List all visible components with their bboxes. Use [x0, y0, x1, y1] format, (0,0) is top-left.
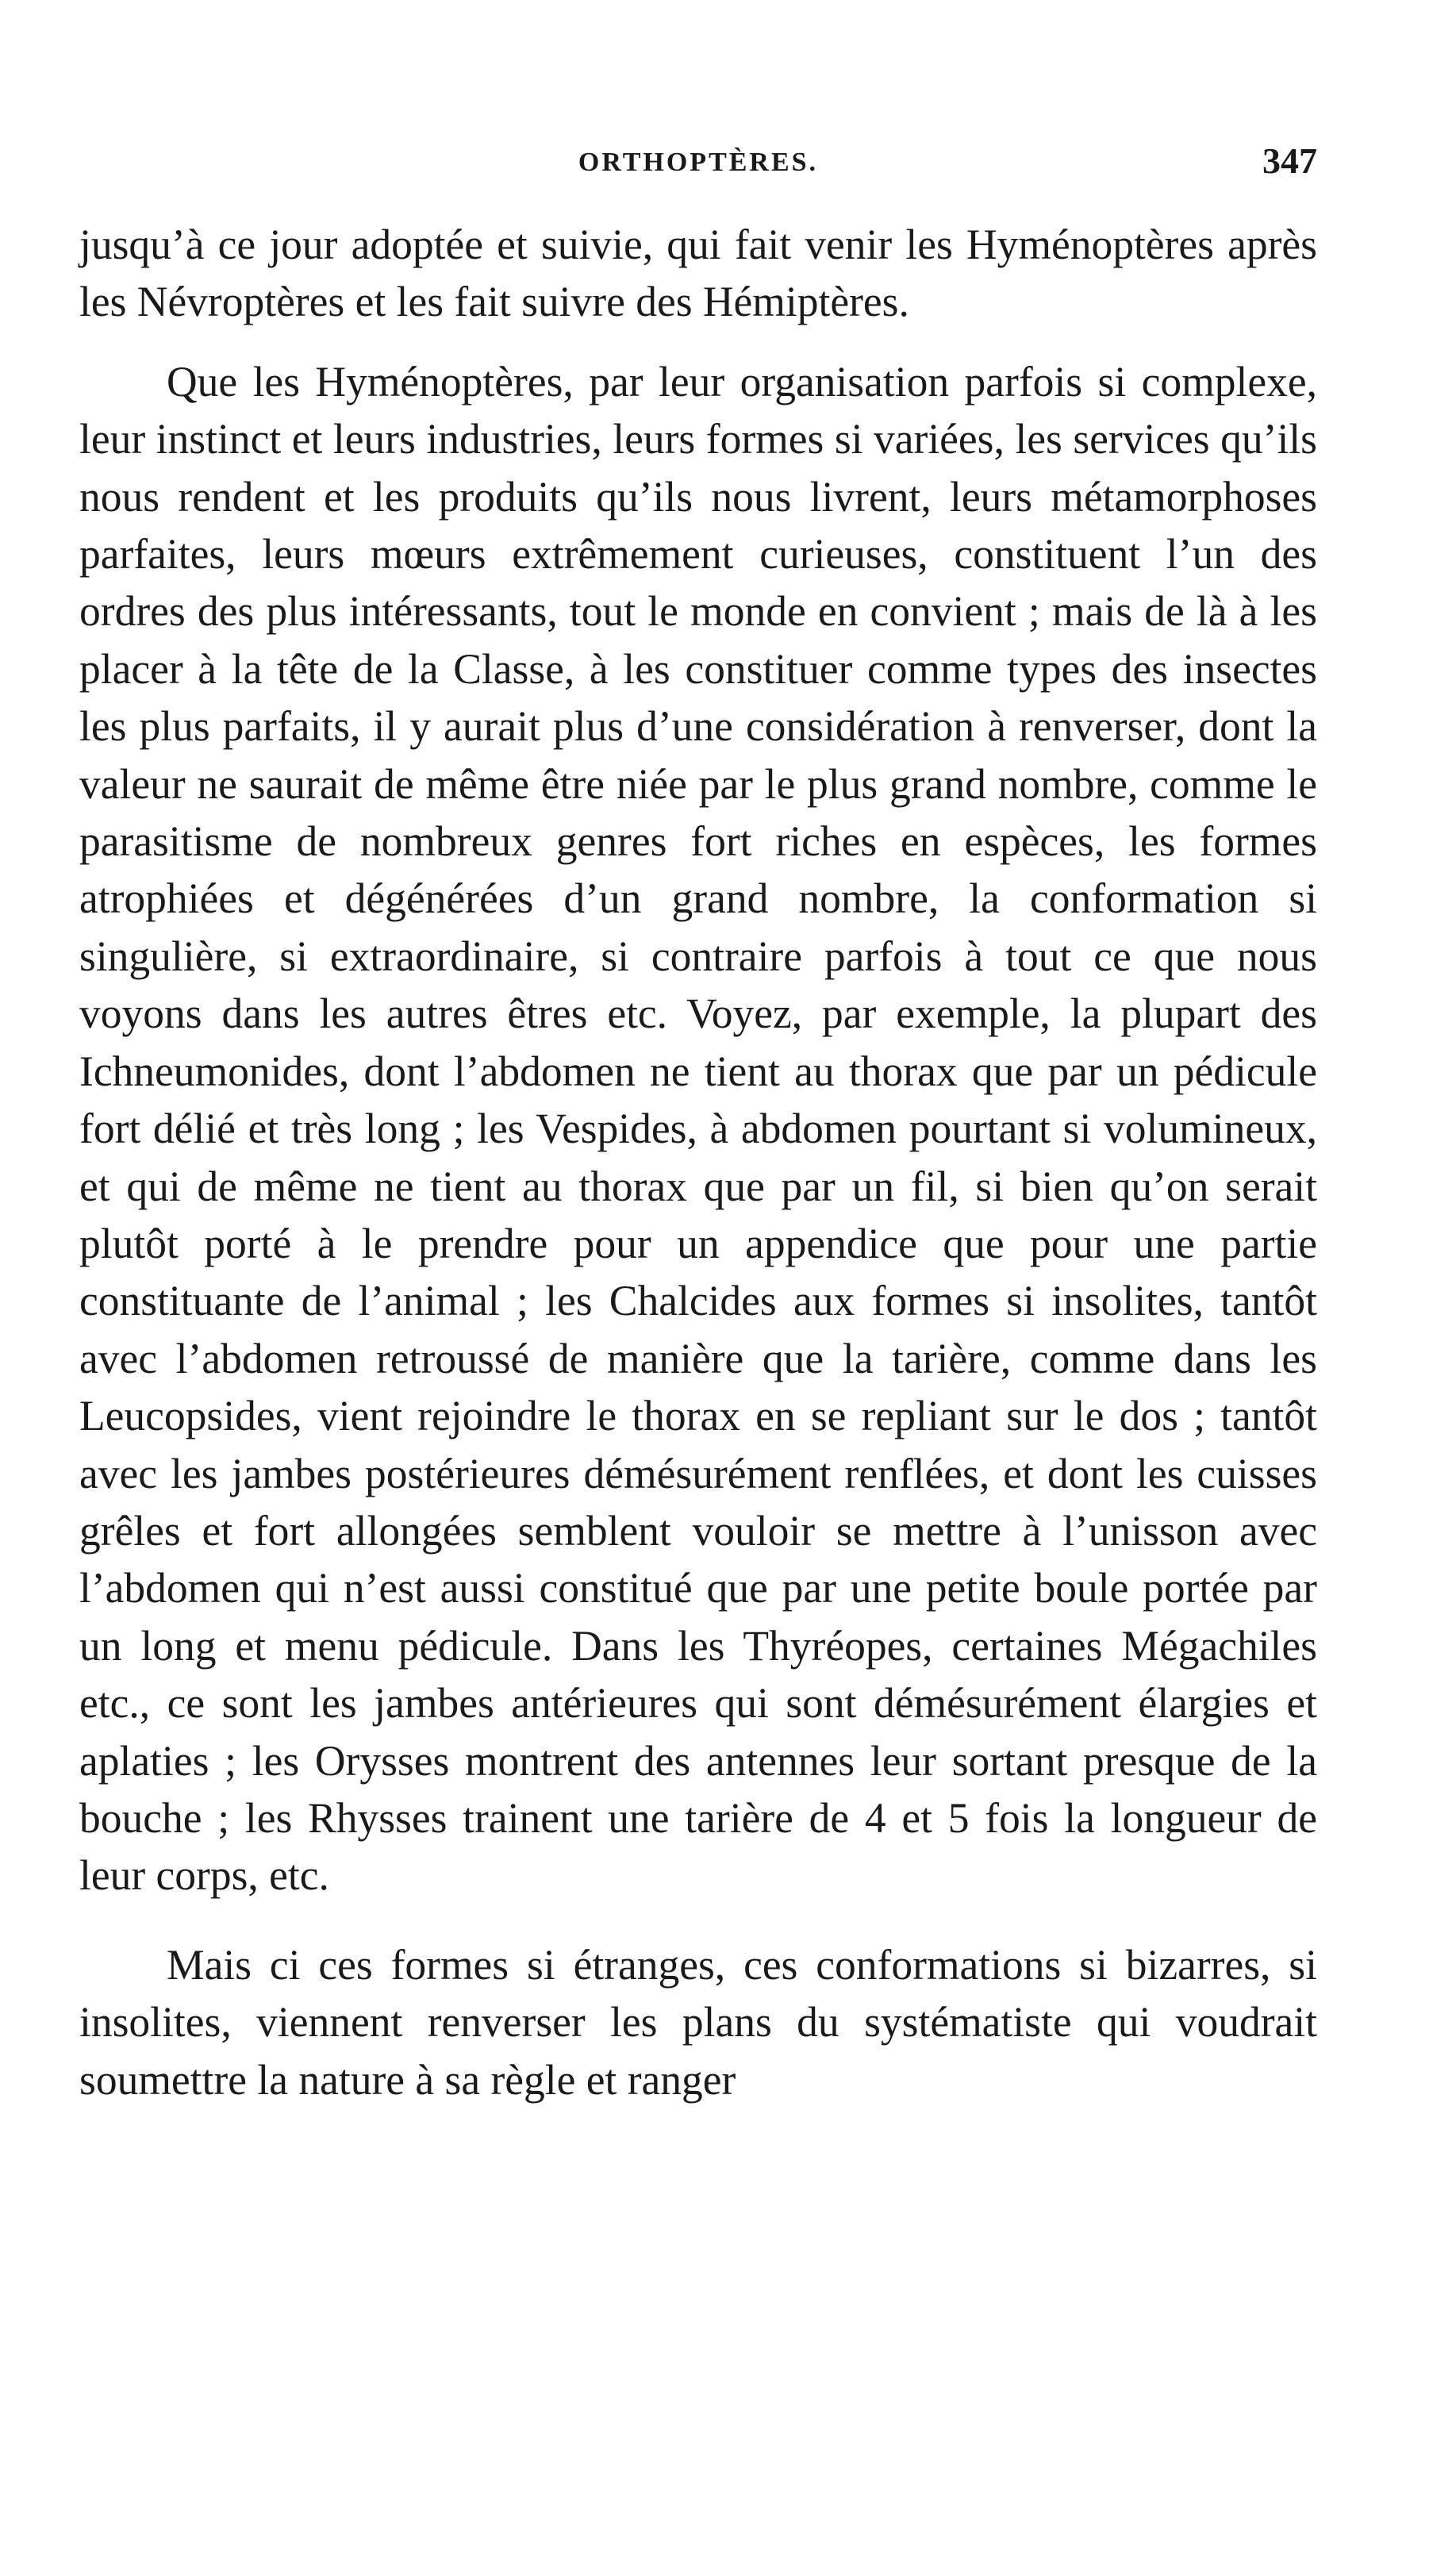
paragraph-formes-etranges: Mais ci ces formes si étranges, ces conformations si bizarres, si insolites, viennent renverser les plans du systématiste qui voudrait soumettre la nature à sa règle et ranger	[79, 1940, 1317, 2104]
body-text	[79, 216, 1317, 2108]
page-number: 347	[1262, 140, 1317, 181]
paragraph-hymenopteres: Que les Hyménoptères, par leur organisation parfois si complexe, leur instinct et leurs industries, leurs formes si variées, les services qu’ils nous rendent et les produits qu’ils nous livrent, leurs métamorphoses parfaites, leurs mœurs extrêmement curieuses, constituent l’un des ordres des plus intéressants, tout le monde en convient ; mais de là à les placer à la tête de la Classe, à les constituer comme types des insectes les plus parfaits, il y aurait plus d’une considération à renverser, dont la valeur ne saurait de même être niée par le plus grand nombre, comme le parasitisme de nombreux genres fort riches en espèces, les formes atrophiées et dégénérées d’un grand nombre, la conformation si singulière, si extraordinaire, si contraire parfois à tout ce que nous voyons dans les autres êtres etc. Voyez, par exemple, la plupart des Ichneumonides, dont l’abdomen ne tient au thorax que par un pédicule fort délié et très long ; les Vespides, à abdomen pourtant si volumineux, et qui de même ne tient au thorax que par un fil, si bien qu’on serait plutôt porté à le prendre pour un appendice que pour une partie constituante de l’animal ; les Chalcides aux formes si insolites, tantôt avec l’abdomen retroussé de manière que la tarière, comme dans les Leucopsides, vient rejoindre le thorax en se repliant sur le dos ; tantôt avec les jambes postérieures démésurément renflées, et dont les cuisses grêles et fort allongées semblent vouloir se mettre à l’unisson avec l’abdomen qui n’est aussi constitué que par une petite boule portée par un long et menu pédicule. Dans les Thyréopes, certaines Mégachiles etc., ce sont les jambes antérieures qui sont démésurément élargies et aplaties ; les Orysses montrent des antennes leur sortant presque de la bouche ; les Rhysses trainent une tarière de 4 et 5 fois la longueur de leur corps, etc.	[79, 357, 1317, 1900]
paragraph-continuation: jusqu’à ce jour adoptée et suivie, qui fait venir les Hyménoptères après les Névroptères et les fait suivre des Hémiptères.	[79, 221, 1317, 326]
running-head: ORTHOPTÈRES.	[578, 148, 819, 177]
page-header	[79, 140, 1317, 195]
